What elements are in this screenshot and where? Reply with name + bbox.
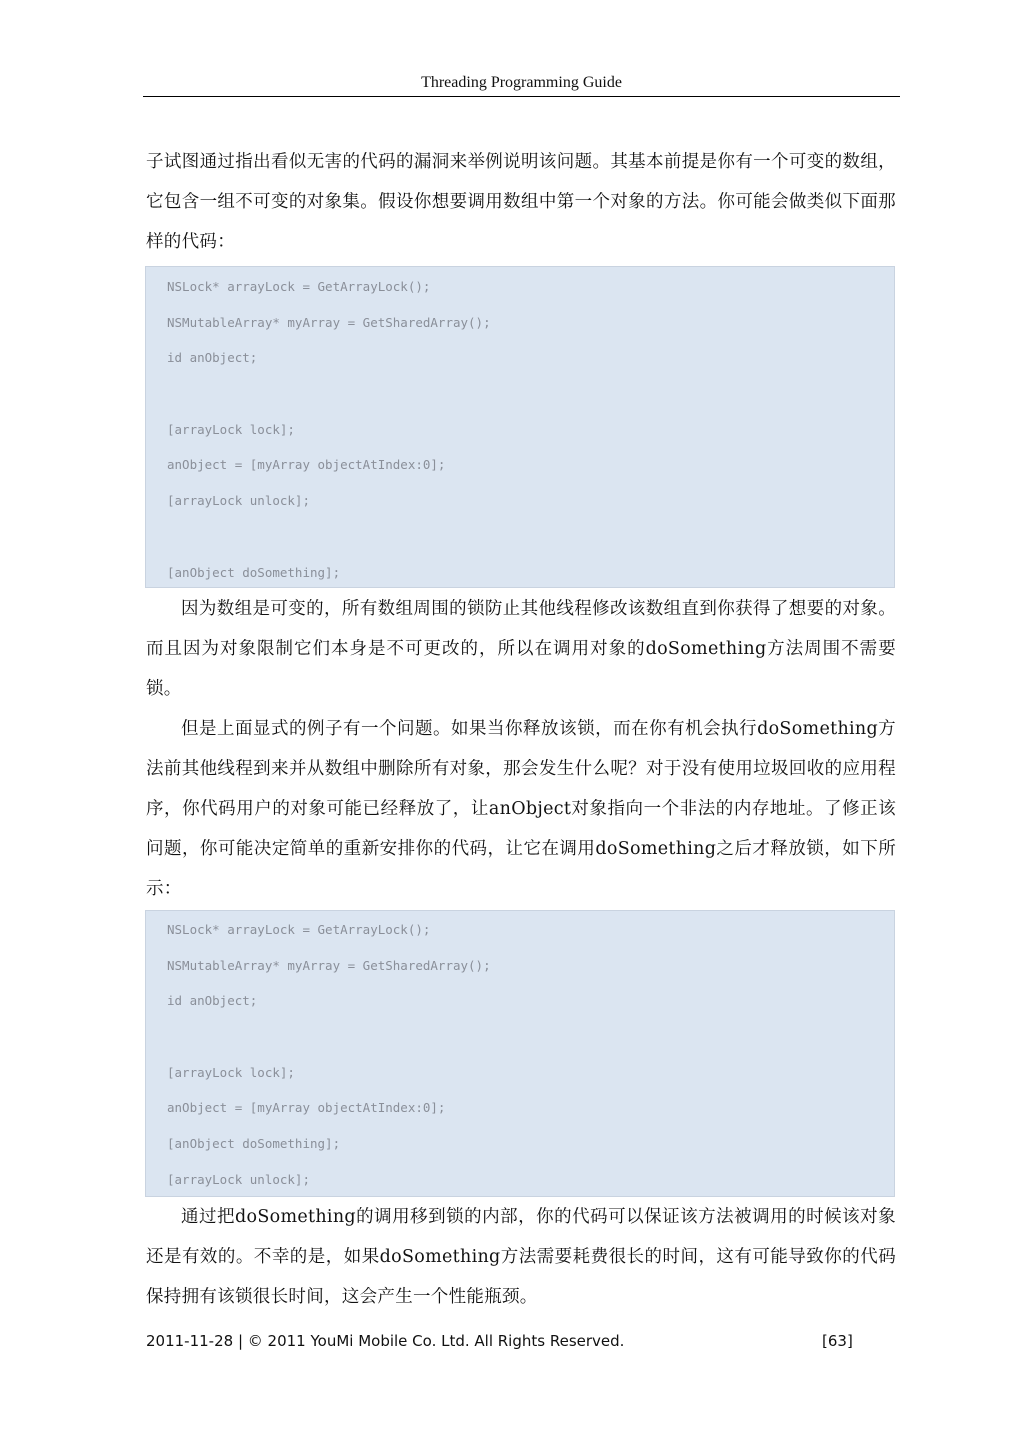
code-line: [anObject doSomething]; [167, 1136, 341, 1152]
code-line: [anObject doSomething]; [167, 564, 341, 580]
code-line: [arrayLock unlock]; [167, 1171, 310, 1187]
code-line: NSMutableArray* myArray = GetSharedArray(); [167, 957, 491, 973]
paragraph-problem: 但是上面显式的例子有一个问题。如果当你释放该锁，而在你有机会执行doSomething方法前其他线程到来并从数组中删除所有对象，那会发生什么呢？对于没有使用垃圾回收的应用程序，你代码用户的对象可能已经释放了，让anObject对象指向一个非法的内存地址。了修正该问题，你可能决定简单的重新安排你的代码，让它在调用doSomething之后才释放锁，如下所示： [146, 719, 896, 899]
code-line: [arrayLock lock]; [167, 1064, 295, 1080]
code-line: id anObject; [167, 350, 258, 366]
code-line: [arrayLock unlock]; [167, 493, 310, 509]
code-line: NSLock* arrayLock = GetArrayLock(); [167, 279, 431, 294]
code-line [167, 519, 894, 555]
code-block-2 [145, 910, 895, 1197]
footer-copyright: 2011-11-28 | © 2011 YouMi Mobile Co. Ltd. All Rights Reserved. [146, 1332, 625, 1350]
code-line: NSMutableArray* myArray = GetSharedArray(); [167, 314, 491, 330]
paragraph-intro: 子试图通过指出看似无害的代码的漏洞来举例说明该问题。其基本前提是你有一个可变的数组，它包含一组不可变的对象集。假设你想要调用数组中第一个对象的方法。你可能会做类似下面那样的代码： [146, 152, 896, 252]
code-block-1 [145, 266, 895, 588]
code-line [167, 1019, 894, 1055]
footer-page-number: [63] [822, 1332, 853, 1350]
header-title: Threading Programming Guide [421, 74, 622, 91]
paragraph-conclusion: 通过把doSomething的调用移到锁的内部，你的代码可以保证该方法被调用的时候该对象还是有效的。不幸的是，如果doSomething方法需要耗费很长的时间，这有可能导致你的代码保持拥有该锁很长时间，这会产生一个性能瓶颈。 [146, 1207, 896, 1307]
paragraph-explanation: 因为数组是可变的，所有数组周围的锁防止其他线程修改该数组直到你获得了想要的对象。而且因为对象限制它们本身是不可更改的，所以在调用对象的doSomething方法周围不需要锁。 [146, 599, 896, 699]
code-line: [arrayLock lock]; [167, 421, 295, 437]
code-line: anObject = [myArray objectAtIndex:0]; [167, 1100, 446, 1116]
page-header [143, 72, 900, 97]
code-line: NSLock* arrayLock = GetArrayLock(); [167, 922, 431, 937]
code-line: id anObject; [167, 993, 258, 1009]
code-line [167, 376, 894, 412]
code-line: anObject = [myArray objectAtIndex:0]; [167, 457, 446, 473]
